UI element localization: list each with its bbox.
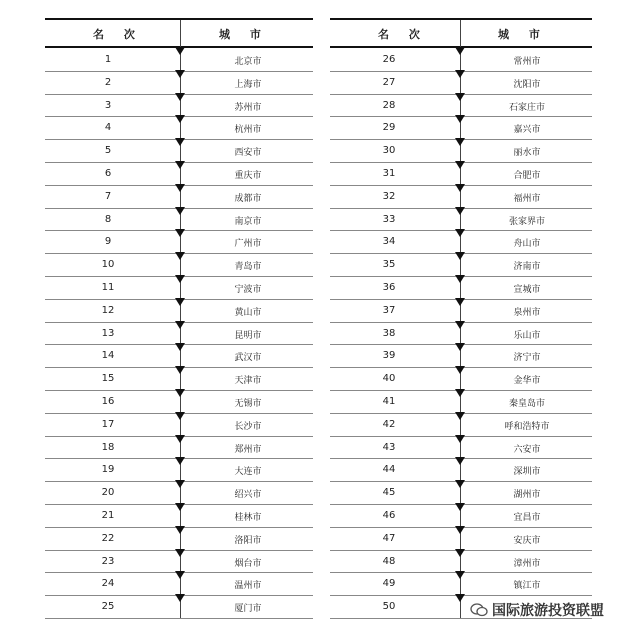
rank-cell: 15 (101, 373, 115, 385)
city-cell: 合肥市 (513, 171, 541, 181)
city-cell: 舟山市 (513, 239, 541, 250)
city-cell: 秦皇岛市 (508, 399, 545, 409)
city-cell: 金华市 (513, 376, 541, 387)
triangle-marker-icon (455, 549, 465, 557)
table-row (330, 458, 592, 482)
triangle-marker-icon (175, 321, 185, 329)
table-row (330, 116, 592, 140)
rank-cell: 33 (382, 213, 396, 225)
triangle-marker-icon (175, 207, 185, 215)
table-row (330, 344, 592, 368)
city-cell: 南京市 (234, 216, 262, 227)
rank-cell: 7 (104, 190, 112, 202)
table-row (45, 458, 313, 482)
triangle-marker-icon (175, 366, 185, 374)
triangle-marker-icon (455, 138, 465, 146)
triangle-marker-icon (175, 412, 185, 420)
city-cell: 张家界市 (508, 216, 545, 227)
triangle-marker-icon (455, 389, 465, 397)
ranking-table-left (45, 18, 313, 618)
table-row (45, 322, 313, 346)
table-row (330, 253, 592, 277)
table-row (330, 527, 592, 551)
city-cell: 福州市 (513, 193, 541, 204)
table-row (330, 390, 592, 414)
rank-header: 名 次 (378, 28, 428, 41)
rank-cell: 19 (101, 464, 115, 476)
city-cell: 漳州市 (513, 558, 541, 569)
triangle-marker-icon (455, 229, 465, 237)
triangle-marker-icon (175, 115, 185, 123)
city-cell: 宣城市 (513, 285, 541, 295)
rank-cell: 14 (101, 350, 115, 362)
city-cell: 安庆市 (513, 535, 541, 546)
rank-cell: 10 (101, 259, 115, 271)
rank-cell: 11 (101, 282, 115, 293)
triangle-marker-icon (455, 480, 465, 488)
rank-cell: 40 (382, 373, 396, 385)
rank-cell: 4 (104, 122, 112, 134)
rank-cell: 20 (101, 487, 115, 499)
rank-cell: 50 (382, 601, 396, 613)
rank-cell: 46 (382, 510, 396, 521)
city-cell: 上海市 (234, 79, 262, 90)
rank-cell: 30 (382, 145, 396, 157)
rank-cell: 32 (382, 190, 396, 202)
table-row (330, 208, 592, 232)
rank-cell: 45 (382, 487, 396, 499)
table-row (45, 253, 313, 277)
city-header: 城 市 (498, 28, 548, 41)
triangle-marker-icon (175, 594, 185, 602)
table-row (330, 413, 592, 437)
city-cell: 烟台市 (234, 558, 262, 569)
rank-cell: 34 (382, 236, 396, 248)
triangle-marker-icon (175, 298, 185, 306)
city-cell: 厦门市 (234, 604, 262, 615)
rank-cell: 28 (382, 99, 396, 111)
table-row (45, 208, 313, 232)
city-cell: 广州市 (234, 239, 262, 250)
table-row (330, 162, 592, 186)
city-cell: 长沙市 (234, 421, 262, 432)
table-row (330, 94, 592, 118)
city-cell: 成都市 (234, 193, 262, 204)
rank-cell: 42 (382, 418, 396, 430)
rank-cell: 23 (101, 555, 115, 567)
city-cell: 温州市 (234, 581, 262, 592)
city-cell: 大连市 (234, 467, 262, 478)
table-row (45, 344, 313, 368)
triangle-marker-icon (175, 480, 185, 488)
table-row (45, 162, 313, 186)
table-header (330, 20, 592, 48)
triangle-marker-icon (175, 549, 185, 557)
rank-header: 名 次 (93, 28, 143, 41)
city-cell: 黄山市 (234, 307, 262, 318)
table-row (45, 94, 313, 118)
triangle-marker-icon (455, 93, 465, 101)
city-cell: 沈阳市 (513, 79, 541, 90)
table-row (45, 71, 313, 95)
triangle-marker-icon (455, 412, 465, 420)
city-cell: 丽水市 (513, 148, 541, 159)
table-row (330, 550, 592, 574)
watermark-text: 国际旅游投资联盟 (492, 603, 604, 619)
city-cell: 济宁市 (513, 353, 541, 364)
triangle-marker-icon (455, 252, 465, 260)
table-row (45, 367, 313, 391)
city-cell: 乐山市 (513, 330, 541, 341)
city-cell: 无锡市 (234, 399, 262, 409)
table-header (45, 20, 313, 48)
city-cell: 郑州市 (234, 444, 262, 455)
triangle-marker-icon (175, 93, 185, 101)
triangle-marker-icon (175, 275, 185, 283)
table-row (45, 299, 313, 323)
triangle-marker-icon (175, 435, 185, 443)
table-row (330, 230, 592, 254)
triangle-marker-icon (455, 184, 465, 192)
table-row (45, 276, 313, 300)
rank-cell: 47 (382, 532, 396, 544)
triangle-marker-icon (455, 594, 465, 602)
rank-cell: 24 (101, 578, 115, 590)
rank-cell: 39 (382, 350, 396, 362)
table-row (45, 550, 313, 574)
rank-cell: 49 (382, 578, 396, 590)
rank-cell: 27 (382, 76, 396, 88)
rank-cell: 29 (382, 122, 396, 134)
rank-cell: 48 (382, 555, 396, 567)
rank-cell: 1 (104, 54, 112, 65)
city-cell: 桂林市 (234, 513, 262, 523)
table-row (330, 322, 592, 346)
table-row (330, 436, 592, 460)
city-cell: 北京市 (234, 57, 262, 67)
table-row (45, 48, 313, 72)
city-cell: 宜昌市 (513, 513, 541, 523)
triangle-marker-icon (175, 229, 185, 237)
triangle-marker-icon (455, 298, 465, 306)
table-row (45, 595, 313, 619)
ranking-table-right (330, 18, 592, 618)
table-row (330, 71, 592, 95)
city-cell: 宁波市 (234, 285, 262, 295)
rank-cell: 44 (382, 464, 396, 476)
city-cell: 武汉市 (234, 353, 262, 364)
rank-cell: 26 (382, 54, 396, 65)
triangle-marker-icon (175, 343, 185, 351)
wechat-icon (470, 603, 488, 617)
table-row (45, 413, 313, 437)
triangle-marker-icon (455, 343, 465, 351)
rank-cell: 18 (101, 441, 115, 453)
table-row (330, 572, 592, 596)
triangle-marker-icon (175, 503, 185, 511)
triangle-marker-icon (175, 138, 185, 146)
triangle-marker-icon (175, 389, 185, 397)
triangle-marker-icon (455, 526, 465, 534)
table-row (330, 48, 592, 72)
rank-cell: 9 (104, 236, 112, 248)
city-cell: 镇江市 (513, 581, 541, 592)
table-row (330, 367, 592, 391)
watermark (470, 600, 604, 620)
city-cell: 呼和浩特市 (504, 421, 550, 432)
rank-cell: 13 (101, 327, 115, 339)
rank-cell: 21 (101, 510, 115, 521)
table-row (330, 504, 592, 528)
city-cell: 洛阳市 (234, 535, 262, 546)
city-cell: 嘉兴市 (513, 125, 541, 136)
triangle-marker-icon (175, 252, 185, 260)
rank-cell: 12 (101, 304, 115, 316)
city-cell: 青岛市 (234, 262, 262, 273)
triangle-marker-icon (455, 457, 465, 465)
table-row (330, 299, 592, 323)
rank-cell: 43 (382, 441, 396, 453)
triangle-marker-icon (175, 184, 185, 192)
city-cell: 湖州市 (513, 490, 541, 501)
table-row (45, 390, 313, 414)
table-row (45, 116, 313, 140)
table-row (330, 139, 592, 163)
city-cell: 深圳市 (513, 467, 541, 478)
triangle-marker-icon (455, 115, 465, 123)
city-cell: 西安市 (234, 148, 262, 159)
rank-cell: 35 (382, 259, 396, 271)
city-cell: 常州市 (513, 57, 541, 67)
city-cell: 泉州市 (513, 307, 541, 318)
rank-cell: 25 (101, 601, 115, 613)
rank-cell: 3 (104, 99, 112, 111)
triangle-marker-icon (175, 526, 185, 534)
triangle-marker-icon (455, 47, 465, 55)
triangle-marker-icon (175, 571, 185, 579)
table-row (330, 276, 592, 300)
triangle-marker-icon (455, 571, 465, 579)
rank-cell: 17 (101, 418, 115, 430)
city-cell: 天津市 (234, 376, 262, 387)
table-row (45, 527, 313, 551)
table-row (45, 572, 313, 596)
triangle-marker-icon (455, 321, 465, 329)
city-cell: 昆明市 (234, 330, 262, 341)
city-cell: 六安市 (513, 444, 541, 455)
rank-cell: 8 (104, 213, 112, 225)
city-cell: 济南市 (513, 262, 541, 273)
triangle-marker-icon (455, 435, 465, 443)
rank-cell: 16 (101, 396, 115, 407)
triangle-marker-icon (455, 161, 465, 169)
table-row (45, 436, 313, 460)
rank-cell: 38 (382, 327, 396, 339)
triangle-marker-icon (455, 366, 465, 374)
rank-cell: 41 (382, 396, 396, 407)
city-cell: 绍兴市 (234, 490, 262, 501)
city-cell: 杭州市 (234, 125, 262, 136)
table-row (45, 185, 313, 209)
rank-cell: 37 (382, 304, 396, 316)
triangle-marker-icon (455, 70, 465, 78)
table-row (45, 481, 313, 505)
triangle-marker-icon (175, 161, 185, 169)
city-cell: 苏州市 (234, 102, 262, 113)
rank-cell: 31 (382, 168, 396, 179)
rank-cell: 22 (101, 532, 115, 544)
city-cell: 石家庄市 (508, 102, 545, 113)
rank-cell: 36 (382, 282, 396, 293)
triangle-marker-icon (175, 457, 185, 465)
triangle-marker-icon (175, 70, 185, 78)
table-row (45, 230, 313, 254)
rank-cell: 6 (104, 168, 112, 179)
table-row (330, 481, 592, 505)
triangle-marker-icon (455, 503, 465, 511)
city-header: 城 市 (219, 28, 269, 41)
triangle-marker-icon (175, 47, 185, 55)
table-row (45, 139, 313, 163)
city-cell: 重庆市 (234, 171, 262, 181)
rank-cell: 2 (104, 76, 112, 88)
rank-cell: 5 (104, 145, 112, 157)
table-row (45, 504, 313, 528)
table-row (330, 185, 592, 209)
triangle-marker-icon (455, 207, 465, 215)
triangle-marker-icon (455, 275, 465, 283)
